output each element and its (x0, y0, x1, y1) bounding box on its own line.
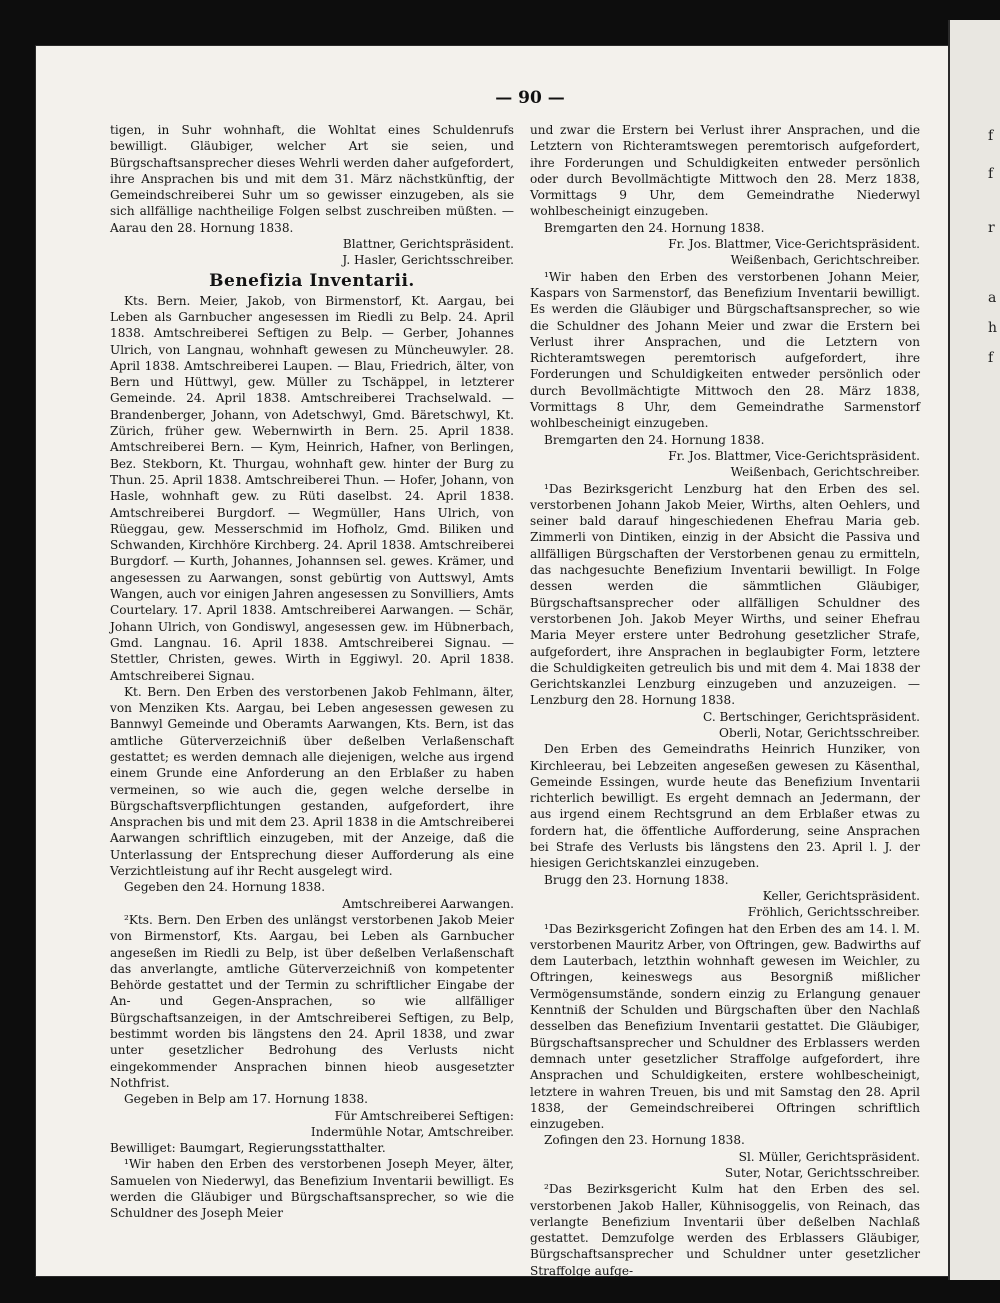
signature-line: Suter, Notar, Gerichtsschreiber. (724, 1166, 920, 1180)
signature-line: Fröhlich, Gerichtsschreiber. (747, 905, 920, 920)
signature-line: Für Amtschreiberei Seftigen: (334, 1108, 514, 1123)
notice-paragraph: ¹Wir haben den Erben des verstorbenen Joseph Meyer, älter, Samuelen von Niederwyl, das Benefizium Inventarii bewilligt. Es werden die Gläubiger und Bürgschaftsansprecher, so wie die Schuldner des Joseph Meier (110, 1157, 514, 1221)
signature-line: Blattner, Gerichtspräsident. (342, 237, 514, 252)
notice-paragraph: Den Erben des Gemeindraths Heinrich Hunziker, von Kirchleerau, bei Lebzeiten angeseßen gewesen zu Käsenthal, Gemeinde Essingen, wurde heute das Benefizium Inventarii richterlich bewilligt. Es ergeht demnach an Jedermann, der aus irgend einem Rechtsgrund an dem Erblaßer etwas zu fordern hat, die öffentliche Aufforderung, seine Ansprachen bei Strafe des Verlusts bis längstens den 23. April l. J. der hiesigen Gerichtskanzlei einzugeben. (530, 742, 920, 871)
signature-line: C. Bertschinger, Gerichtspräsident. (703, 709, 920, 724)
signature-line: Indermühle Notar, Amtschreiber. (310, 1124, 514, 1139)
next-page-letter: f (988, 350, 994, 366)
page-number: — 90 — (495, 88, 565, 108)
next-page-edge (948, 20, 1000, 1280)
signature-line: Weißenbach, Gerichtschreiber. (730, 465, 920, 480)
notice-paragraph: ²Kts. Bern. Den Erben des unlängst verstorbenen Jakob Meier von Birmenstorf, Kts. Aargau, bei Leben als Garnbucher angeseßen im Riedli zu Belp, ist über deßelben Verlaßenschaft das anverlangte, amtliche Güterverzeichniß von kompetenter Behörde gestattet und der Termin zu schriftlicher Eingabe der An- und Gegen-Ansprachen, so wie allfälliger Bürgschaftsanzeigen, in der Amtschreiberei Seftigen, zu Belp, bestimmt worden bis längstens den 24. April 1838, und zwar unter gesetzlicher Bedrohung des Verlusts nicht eingekommender Ansprachen binnen hieob ausgesetzter Nothfrist. (110, 912, 514, 1090)
next-page-letter: f (988, 166, 994, 182)
notice-paragraph: und zwar die Erstern bei Verlust ihrer Ansprachen, und die Letztern von Richteramtswegen peremtorisch aufgefordert, ihre Forderungen und Schuldigkeiten entweder persönlich oder durch Bevollmächtigte Mittwoch den 28. Merz 1838, Vormittags 9 Uhr, dem Gemeindrathe Niederwyl wohlbescheinigt einzugeben. (530, 123, 920, 219)
notice-paragraph: Gegeben den 24. Hornung 1838. (124, 880, 326, 895)
next-page-letter: r (988, 220, 995, 236)
signature-line: Sl. Müller, Gerichtspräsident. (738, 1149, 920, 1164)
signature-line: Fr. Jos. Blattmer, Vice-Gerichtspräsident. (668, 237, 920, 252)
notice-paragraph: Bremgarten den 24. Hornung 1838. (544, 220, 765, 235)
next-page-letter: a (988, 290, 997, 306)
signature-line: J. Hasler, Gerichtsschreiber. (342, 253, 514, 268)
notice-paragraph: ¹Wir haben den Erben des verstorbenen Johann Meier, Kaspars von Sarmenstorf, das Benefizium Inventarii bewilligt. Es werden die Gläubiger und Bürgschaftsansprecher, so wie die Schuldner des Johann Meier und zwar die Erstern bei Verlust ihrer Ansprachen, und die Letztern von Richteramtswegen peremtorisch aufgefordert, ihre Forderungen und Schuldigkeiten entweder persönlich oder durch Bevollmächtigte Mittwoch den 28. März 1838, Vormittags 8 Uhr, dem Gemeindrathe Sarmenstorf wohlbescheinigt einzugeben. (530, 269, 920, 431)
notice-paragraph: Gegeben in Belp am 17. Hornung 1838. (124, 1092, 369, 1107)
left-column (110, 122, 514, 1222)
notice-paragraph: Brugg den 23. Hornung 1838. (544, 872, 729, 887)
signature-line: Keller, Gerichtspräsident. (762, 888, 920, 903)
signature-line: Amtschreiberei Aarwangen. (342, 896, 514, 911)
notice-paragraph: Zofingen den 23. Hornung 1838. (544, 1133, 745, 1148)
notice-paragraph: tigen, in Suhr wohnhaft, die Wohltat eines Schuldenrufs bewilligt. Gläubiger, welcher Art sie seien, und Bürgschaftsansprecher dieses Wehrli werden daher aufgefordert, ihre Ansprachen bis und mit dem 31. März nächstkünftig, der Gemeindschreiberei Suhr um so gewisser einzugeben, als sie sich allfällige nachtheilige Folgen selbst zuschreiben müßten. — Aarau den 28. Hornung 1838. (110, 123, 514, 235)
next-page-letter: f (988, 128, 994, 144)
notice-paragraph: Bewilliget: Baumgart, Regierungsstatthalter. (110, 1141, 386, 1156)
notice-paragraph: ¹Das Bezirksgericht Zofingen hat den Erben des am 14. l. M. verstorbenen Mauritz Arber, von Oftringen, gew. Badwirths auf dem Lauterbach, letzthin wohnhaft gewesen im Weichler, zu Oftringen, keineswegs aus Besorgniß mißlicher Vermögensumstände, sondern einzig zu Erlangung genauer Kenntniß der Schulden und Bürgschaften über den Nachlaß desselben das Benefizium Inventarii gestattet. Die Gläubiger, Bürgschaftsansprecher und Schuldner des Erblassers werden demnach unter gesetzlicher Straffolge aufgefordert, ihre Ansprachen und Schuldigkeiten, erstere wohlbescheinigt, letztere in wahren Treuen, bis und mit Samstag den 28. April 1838, der Gemeindschreiberei Oftringen schriftlich einzugeben. (530, 921, 920, 1132)
signature-line: Oberli, Notar, Gerichtsschreiber. (719, 725, 920, 740)
notice-paragraph: Bremgarten den 24. Hornung 1838. (544, 432, 765, 447)
section-heading: Benefizia Inventarii. (209, 270, 415, 291)
signature-line: Fr. Jos. Blattmer, Vice-Gerichtspräsident. (668, 448, 920, 463)
notice-paragraph: Kt. Bern. Den Erben des verstorbenen Jakob Fehlmann, älter, von Menziken Kts. Aargau, bei Leben angesessen gewesen zu Bannwyl Gemeinde und Oberamts Aarwangen, Kts. Bern, ist das amtliche Güterverzeichniß über deßelben Verlaßenschaft gestattet; es werden demnach alle diejenigen, welche aus irgend einem Grunde eine Anforderung an den Erblaßer zu haben vermeinen, so wie auch die, gegen welche derselbe in Bürgschaftsverpflichtungen gestanden, aufgefordert, ihre Ansprachen bis und mit dem 23. April 1838 in die Amtschreiberei Aarwangen schriftlich einzugeben, mit der Anzeige, daß die Unterlassung der Entsprechung dieser Aufforderung als eine Verzichtleistung auf ihr Recht ausgelegt wird. (110, 684, 514, 879)
right-column (530, 122, 920, 1279)
notice-paragraph: ¹Das Bezirksgericht Lenzburg hat den Erben des sel. verstorbenen Johann Jakob Meier, Wirths, alten Oehlers, und seiner bald darauf hingeschiedenen Ehefrau Maria geb. Zimmerli von Dintiken, einzig in der Absicht die Passiva und allfälligen Bürgschaften der Verstorbenen genau zu ermitteln, das nachgesuchte Benefizium Inventarii bewilligt. In Folge dessen werden die sämmtlichen Gläubiger, Bürgschaftsansprecher oder allfälligen Schuldner des verstorbenen Joh. Jakob Meyer Wirths, und seiner Ehefrau Maria Meyer erstere unter Bedrohung gesetzlicher Strafe, aufgefordert, ihre Ansprachen in beglaubigter Form, letztere die Schuldigkeiten getreulich bis und mit dem 4. Mai 1838 der Gerichtskanzlei Lenzburg einzugeben und anzuzeigen. — Lenzburg den 28. Hornung 1838. (530, 481, 920, 708)
signature-line: Weißenbach, Gerichtschreiber. (730, 253, 920, 268)
next-page-letter: h (988, 320, 998, 336)
notice-paragraph: ²Das Bezirksgericht Kulm hat den Erben des sel. verstorbenen Jakob Haller, Kühnisoggelis, von Reinach, das verlangte Benefizium Inventarii über deßelben Nachlaß gestattet. Demzufolge werden des Erblassers Gläubiger, Bürgschaftsansprecher und Schuldner unter gesetzlicher Straffolge aufge- (530, 1182, 920, 1278)
notice-paragraph: Kts. Bern. Meier, Jakob, von Birmenstorf, Kt. Aargau, bei Leben als Garnbucher angesessen im Riedli zu Belp. 24. April 1838. Amtschreiberei Seftigen zu Belp. — Gerber, Johannes Ulrich, von Langnau, wohnhaft gewesen zu Müncheuwyler. 28. April 1838. Amtschreiberei Laupen. — Blau, Friedrich, älter, von Bern und Hüttwyl, gew. Müller zu Tschäppel, in letzterer Gemeinde. 24. April 1838. Amtschreiberei Trachselwald. — Brandenberger, Johann, von Adetschwyl, Gmd. Bäretschwyl, Kt. Zürich, früher gew. Webernwirth in Bern. 25. April 1838. Amtschreiberei Bern. — Kym, Heinrich, Hafner, von Berlingen, Bez. Stekborn, Kt. Thurgau, wohnhaft gew. hinter der Burg zu Thun. 25. April 1838. Amtschreiberei Thun. — Hofer, Johann, von Hasle, wohnhaft gew. zu Rüti daselbst. 24. April 1838. Amtschreiberei Burgdorf. — Wegmüller, Hans Ulrich, von Rüeggau, gew. Messerschmid im Hofholz, Gmd. Biliken und Schwanden, Kirchhöre Kirchberg. 24. April 1838. Amtschreiberei Burgdorf. — Kurth, Johannes, Johannsen sel. gewes. Krämer, und angesessen zu Aarwangen, sonst gebürtig von Auttswyl, Amts Wangen, auch vor einigen Jahren angesessen zu Sonvilliers, Amts Courtelary. 17. April 1838. Amtschreiberei Aarwangen. — Schär, Johann Ulrich, von Gondiswyl, angesessen gew. im Hübnerbach, Gmd. Langnau. 16. April 1838. Amtschreiberei Signau. — Stettler, Christen, gewes. Wirth in Eggiwyl. 20. April 1838. Amtschreiberei Signau. (110, 293, 514, 683)
